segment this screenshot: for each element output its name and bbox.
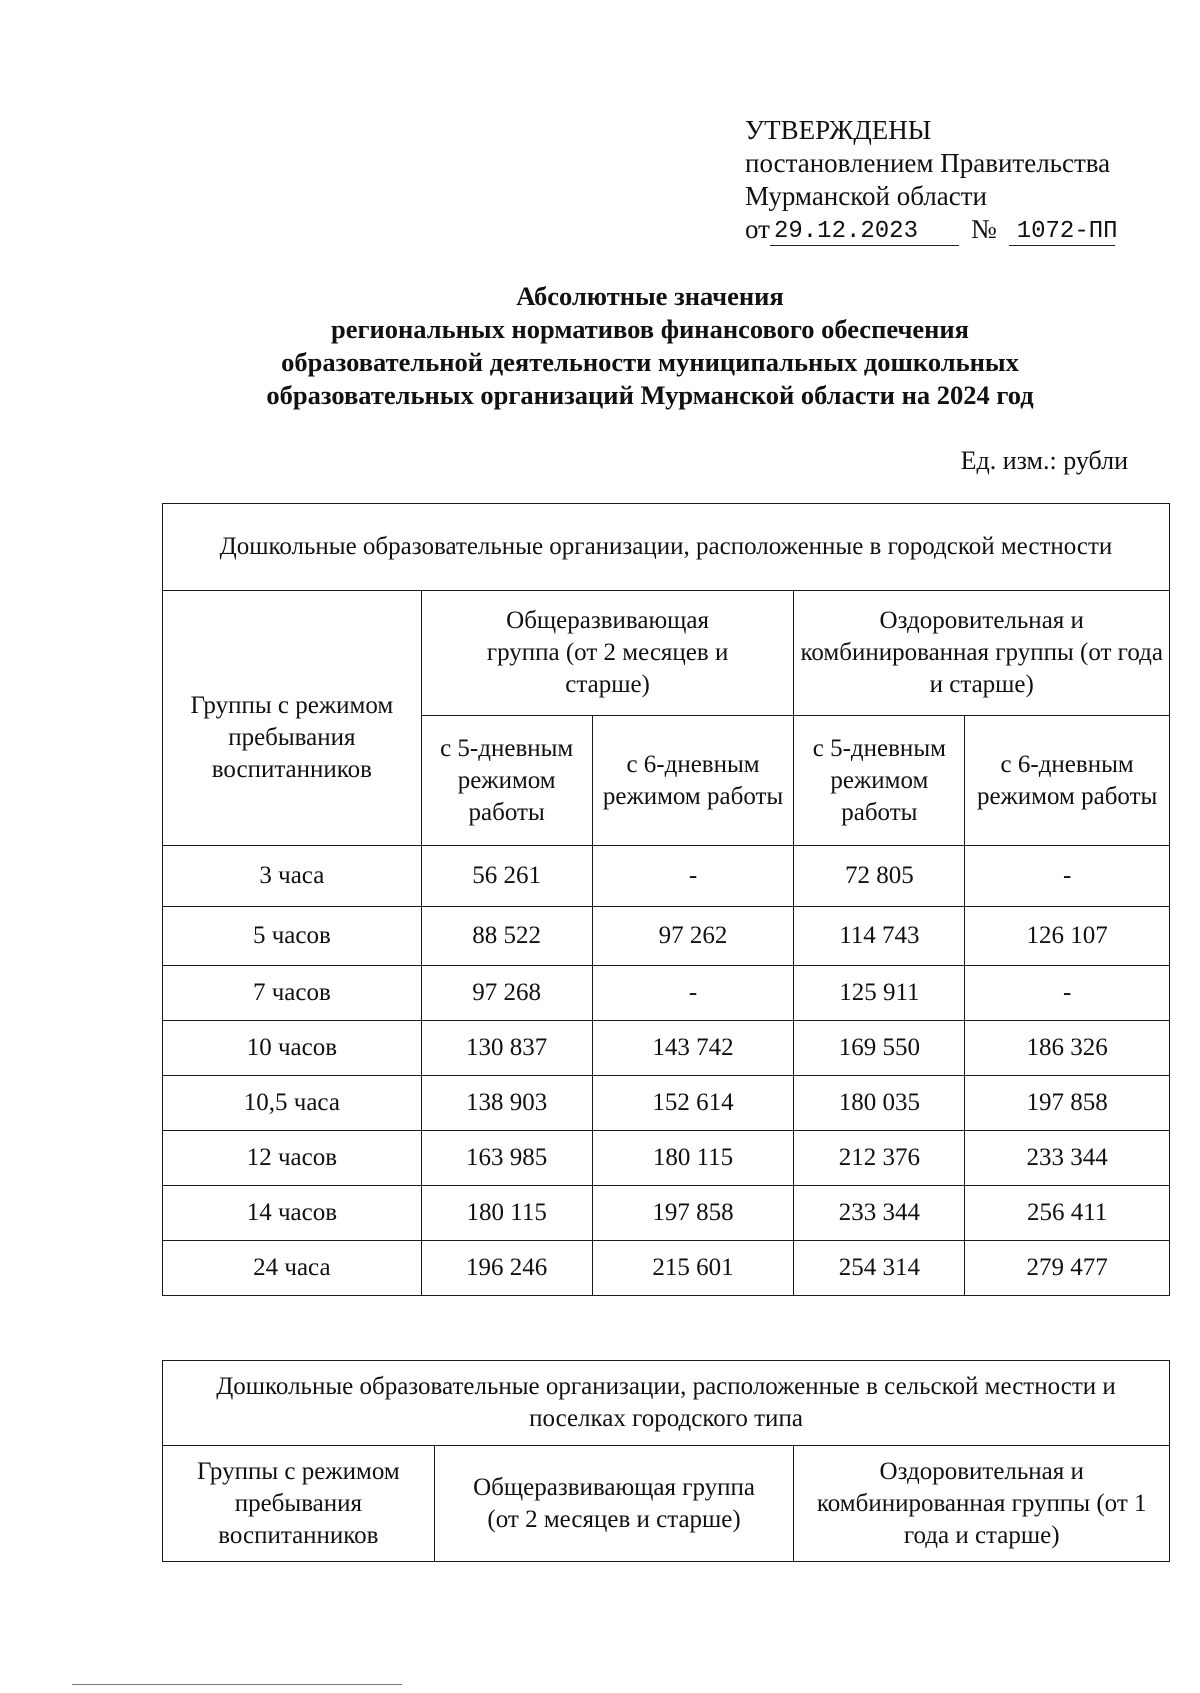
cell-general-6day: - <box>592 846 794 907</box>
row-label: 14 часов <box>163 1186 422 1241</box>
cell-health-5day: 233 344 <box>794 1186 965 1241</box>
cell-general-5day: 138 903 <box>421 1076 592 1131</box>
approval-line-1: постановлением Правительства <box>745 148 1111 178</box>
column-header-general-group: Общеразвивающая группа (от 2 месяцев и старше) <box>421 591 794 716</box>
cell-general-5day: 56 261 <box>421 846 592 907</box>
cell-health-5day: 72 805 <box>794 846 965 907</box>
cell-health-5day: 125 911 <box>794 966 965 1021</box>
cell-general-5day: 97 268 <box>421 966 592 1021</box>
heading-line-1: Абсолютные значения <box>516 281 784 311</box>
table-row <box>163 966 1170 1021</box>
cell-health-6day: 197 858 <box>965 1076 1170 1131</box>
approval-title: УТВЕРЖДЕНЫ <box>745 115 932 145</box>
cell-health-5day: 212 376 <box>794 1131 965 1186</box>
column-header-health-group: Оздоровительная и комбинированная группы (от 1 года и старше) <box>794 1446 1170 1562</box>
column-header-general-group: Общеразвивающая группа (от 2 месяцев и старше) <box>434 1446 794 1562</box>
footer-divider <box>72 1684 402 1685</box>
cell-health-6day: 256 411 <box>965 1186 1170 1241</box>
cell-general-5day: 88 522 <box>421 907 592 966</box>
cell-health-6day: 186 326 <box>965 1021 1170 1076</box>
cell-general-6day: - <box>592 966 794 1021</box>
cell-health-6day: 279 477 <box>965 1241 1170 1296</box>
cell-health-5day: 114 743 <box>794 907 965 966</box>
cell-general-5day: 180 115 <box>421 1186 592 1241</box>
cell-general-5day: 130 837 <box>421 1021 592 1076</box>
subheader-health-5day: с 5-дневным режимом работы <box>794 716 965 846</box>
table-row <box>163 1186 1170 1241</box>
document-heading <box>150 280 1150 412</box>
approval-number: 1072-ПП <box>1009 219 1115 246</box>
cell-health-5day: 254 314 <box>794 1241 965 1296</box>
table-header-row <box>163 1446 1170 1562</box>
cell-health-6day: 233 344 <box>965 1131 1170 1186</box>
cell-general-6day: 197 858 <box>592 1186 794 1241</box>
table-row <box>163 1131 1170 1186</box>
subheader-general-5day: с 5-дневным режимом работы <box>421 716 592 846</box>
number-sign: № <box>970 214 997 244</box>
row-label: 24 часа <box>163 1241 422 1296</box>
cell-health-5day: 180 035 <box>794 1076 965 1131</box>
column-header-group-mode: Группы с режимом пребывания воспитанников <box>163 591 422 846</box>
cell-general-6day: 180 115 <box>592 1131 794 1186</box>
row-label: 5 часов <box>163 907 422 966</box>
approval-date-line <box>745 213 1118 246</box>
cell-general-5day: 163 985 <box>421 1131 592 1186</box>
row-label: 3 часа <box>163 846 422 907</box>
approval-date: 29.12.2023 <box>770 219 959 246</box>
column-header-health-group: Оздоровительная и комбинированная группы (от года и старше) <box>794 591 1170 716</box>
heading-line-3: образовательной деятельности муниципальных дошкольных <box>281 347 1019 377</box>
row-label: 10 часов <box>163 1021 422 1076</box>
cell-general-6day: 152 614 <box>592 1076 794 1131</box>
table-caption: Дошкольные образовательные организации, расположенные в городской местности <box>163 504 1170 591</box>
cell-health-5day: 169 550 <box>794 1021 965 1076</box>
subheader-health-6day: с 6-дневным режимом работы <box>965 716 1170 846</box>
table-caption-row <box>163 1361 1170 1446</box>
cell-general-5day: 196 246 <box>421 1241 592 1296</box>
cell-health-6day: - <box>965 966 1170 1021</box>
urban-norms-table <box>162 503 1170 1296</box>
table-caption-row <box>163 504 1170 591</box>
subheader-general-6day: с 6-дневным режимом работы <box>592 716 794 846</box>
column-header-group-mode: Группы с режимом пребывания воспитанников <box>163 1446 435 1562</box>
table-row <box>163 907 1170 966</box>
row-label: 10,5 часа <box>163 1076 422 1131</box>
cell-general-6day: 215 601 <box>592 1241 794 1296</box>
row-label: 7 часов <box>163 966 422 1021</box>
approval-block <box>745 114 1118 246</box>
cell-general-6day: 143 742 <box>592 1021 794 1076</box>
cell-health-6day: 126 107 <box>965 907 1170 966</box>
table-row <box>163 1021 1170 1076</box>
cell-general-6day: 97 262 <box>592 907 794 966</box>
approval-line-2: Мурманской области <box>745 181 987 211</box>
table-row <box>163 1076 1170 1131</box>
row-label: 12 часов <box>163 1131 422 1186</box>
units-label: Ед. изм.: рубли <box>960 446 1128 475</box>
date-prefix: от <box>745 214 770 244</box>
table-row <box>163 1241 1170 1296</box>
table-row <box>163 846 1170 907</box>
table-caption: Дошкольные образовательные организации, расположенные в сельской местности и поселках городского типа <box>163 1361 1170 1446</box>
cell-health-6day: - <box>965 846 1170 907</box>
heading-line-4: образовательных организаций Мурманской области на 2024 год <box>266 380 1034 410</box>
rural-norms-table <box>162 1360 1170 1562</box>
heading-line-2: региональных нормативов финансового обеспечения <box>330 314 970 344</box>
table-header-row <box>163 591 1170 716</box>
